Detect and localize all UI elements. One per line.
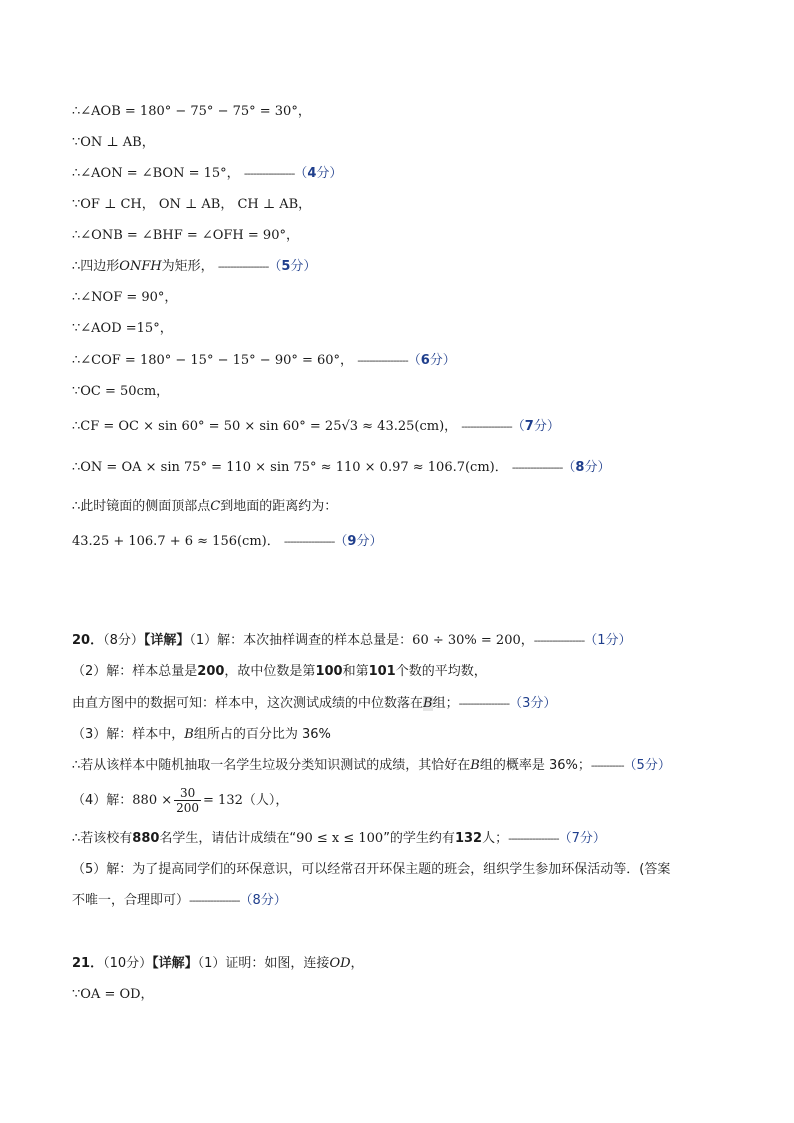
solution-line: ∴∠AOB = 180° − 75° − 75° = 30°， [72,104,311,119]
solution-line: ∴∠AON = ∠BON = 15°， -----------------（4分） [72,166,343,181]
score-marker: （7分） [558,831,606,846]
score-leader: ----------------- [461,420,512,433]
question-number: 20． [72,633,104,648]
score-marker: （7分） [511,419,560,434]
solution-line: ∴此时镜面的侧面顶部点C到地面的距离约为： [72,499,338,514]
score-marker: （6分） [407,353,456,368]
score-leader: ----------------- [243,167,295,180]
solution-line: ∴CF = OC × sin 60° = 50 × sin 60° = 25√3 ≈ 43.25(cm)， -----------------（7分） [72,419,560,434]
detail-tag: 【详解】 [152,956,198,971]
score-leader: ----------------- [511,461,563,474]
q21-line-1: 21．（10分）【详解】（1）证明：如图，连接OD， [72,956,364,971]
solution-line: ∵∠AOD =15°， [72,321,173,336]
score-leader: ----------------- [458,697,510,710]
score-marker: （5分） [268,259,317,274]
score-marker: （1分） [584,633,632,648]
score-leader: ----------- [590,759,624,772]
solution-line: ∴四边形ONFH为矩形， -----------------（5分） [72,259,317,274]
score-leader: ----------------- [283,535,335,548]
score-marker: （3分） [509,696,557,711]
fraction: $\frac{30}{200}$ [176,786,200,815]
q20-line-5: ∴若从该样本中随机抽取一名学生垃圾分类知识测试的成绩，其恰好在B组的概率是 36%；-----------（5分） [72,758,671,773]
score-marker: （8分） [239,893,287,908]
solution-line: ∵ON ⊥ AB， [72,135,155,150]
q20-line-6: （4）解：880 × $\frac{30}{200}$ = 132（人）， [72,786,289,815]
question-number: 21． [72,956,104,971]
score-leader: ----------------- [508,832,559,845]
score-marker: （5分） [623,758,671,773]
solution-line: ∵OF ⊥ CH， ON ⊥ AB， CH ⊥ AB， [72,197,312,212]
q20-line-7: ∴若该校有880名学生，请估计成绩在“90 ≤ x ≤ 100”的学生约有132人；-----------------（7分） [72,831,606,846]
score-leader: ----------------- [357,354,408,367]
q20-line-2: （2）解：样本总量是200，故中位数是第100和第101个数的平均数， [72,664,487,679]
detail-tag: 【详解】 [143,633,190,648]
score-marker: （4分） [294,166,343,181]
score-marker: （8分） [562,460,611,475]
q20-line-1: 20．（8分）【详解】（1）解：本次抽样调查的样本总量是：60 ÷ 30% = 200，-----------------（1分） [72,633,632,648]
score-leader: ----------------- [217,260,269,273]
solution-line: 43.25 + 106.7 + 6 ≈ 156(cm)． -----------------（9分） [72,534,383,549]
solution-line: ∴∠COF = 180° − 15° − 15° − 90° = 60°， -----------------（6分） [72,353,456,368]
score-leader: ----------------- [189,894,240,907]
q21-line-2: ∵OA = OD， [72,987,154,1002]
score-marker: （9分） [334,534,383,549]
score-leader: ----------------- [533,634,585,647]
q20-line-3: 由直方图中的数据可知：样本中，这次测试成绩的中位数落在B组；-----------------（3分） [72,696,557,711]
solution-line: ∴ON = OA × sin 75° = 110 × sin 75° ≈ 110 × 0.97 ≈ 106.7(cm)． -----------------（8分） [72,460,611,475]
solution-line: ∴∠ONB = ∠BHF = ∠OFH = 90°， [72,228,299,243]
solution-line: ∴∠NOF = 90°， [72,290,178,305]
solution-line: ∵OC = 50cm， [72,384,170,399]
q20-line-4: （3）解：样本中，B组所占的百分比为 36% [72,727,331,742]
q20-line-9: 不唯一，合理即可）-----------------（8分） [72,893,287,908]
q20-line-8: （5）解：为了提高同学们的环保意识，可以经常召开环保主题的班会，组织学生参加环保活动等．(答案 [72,862,671,877]
